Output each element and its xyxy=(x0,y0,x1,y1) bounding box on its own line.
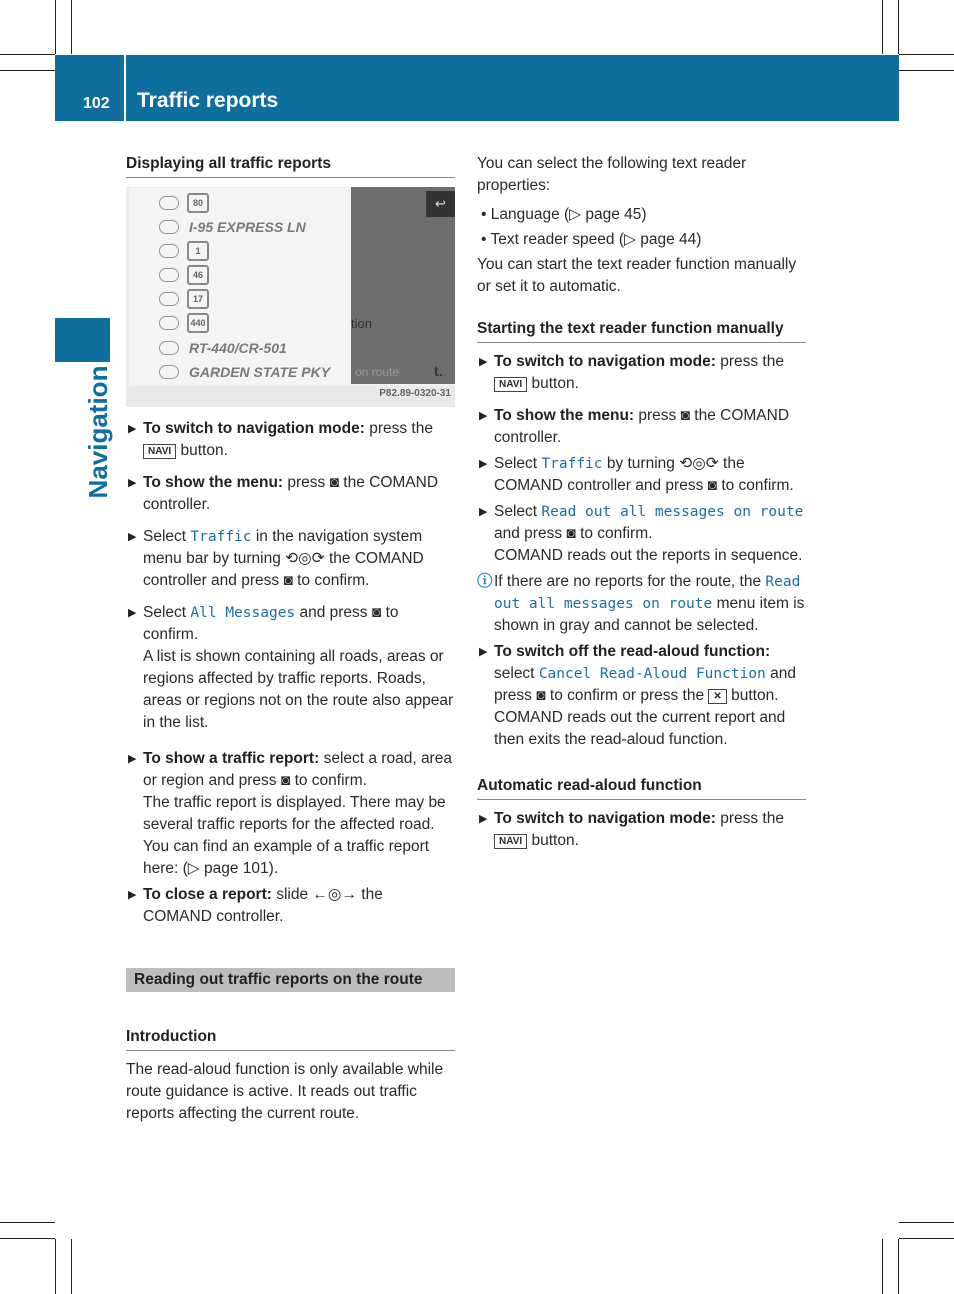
menu-item-traffic: Traffic xyxy=(541,456,603,472)
step-text: to confirm. xyxy=(721,477,794,494)
heading-introduction: Introduction xyxy=(126,1026,455,1051)
side-tab-marker xyxy=(55,318,110,362)
bullet-text: Text reader speed (▷ page 44) xyxy=(490,231,702,248)
intro-text: The read-aloud function is only available while route guidance is active. It reads out traffic reports affecting the current route. xyxy=(126,1061,444,1122)
overlay-text: t. xyxy=(434,363,443,379)
instruction-step xyxy=(477,641,806,751)
step-text: press xyxy=(638,407,677,424)
instruction-step xyxy=(477,501,806,567)
press-knob-icon: ◙ xyxy=(283,572,293,589)
step-text: and press xyxy=(494,525,563,542)
instruction-step xyxy=(126,602,455,734)
section-title-reading-out: Reading out traffic reports on the route xyxy=(126,968,455,992)
instruction-step xyxy=(126,884,455,928)
step-result: A list is shown containing all roads, areas or regions affected by traffic reports. Roads, areas or regions not on the route also appear in the list. xyxy=(143,648,454,731)
crop-mark xyxy=(898,1239,899,1294)
page-number: 102 xyxy=(83,95,110,112)
instruction-step xyxy=(477,351,806,395)
menu-item-read-out-all: Read out all messages on route xyxy=(541,504,804,520)
step-text: in the navigation system menu bar by turning xyxy=(143,528,423,567)
road-name: GARDEN STATE PKY xyxy=(189,364,331,380)
list-item: • Text reader speed (▷ page 44) xyxy=(481,231,702,248)
step-title: To switch off the read-aloud function: xyxy=(494,643,771,660)
step-text: by turning xyxy=(606,455,675,472)
radio-icon xyxy=(159,316,179,330)
navi-key-icon: NAVI xyxy=(494,377,527,392)
crop-mark xyxy=(898,0,899,54)
instruction-step xyxy=(477,808,806,852)
page-title: Traffic reports xyxy=(137,89,279,112)
radio-icon xyxy=(159,244,179,258)
step-text: Select xyxy=(494,455,538,472)
menu-item-traffic: Traffic xyxy=(190,529,252,545)
arrow-bullet-icon: ▶ xyxy=(479,356,488,368)
crop-mark xyxy=(55,0,56,54)
overlay-text: tion xyxy=(351,316,372,331)
step-text: press the xyxy=(369,420,433,437)
section-heading xyxy=(126,153,455,178)
step-title: To show a traffic report: xyxy=(143,750,320,767)
back-icon: ↩ xyxy=(426,191,455,217)
step-text: press the xyxy=(720,810,784,827)
navi-key-icon: NAVI xyxy=(143,444,176,459)
press-knob-icon: ◙ xyxy=(280,772,291,789)
list-item: • Language (▷ page 45) xyxy=(481,206,647,223)
step-text: the COMAND controller. xyxy=(143,474,439,513)
step-text: the COMAND controller. xyxy=(494,407,790,446)
step-text: slide xyxy=(276,886,309,903)
instruction-step xyxy=(477,405,806,449)
radio-icon xyxy=(159,341,179,355)
heading-starting-reader: Starting the text reader function manually xyxy=(477,318,806,343)
crop-mark xyxy=(882,1239,883,1294)
arrow-bullet-icon: ▶ xyxy=(128,531,137,543)
slide-knob-icon: ←◎→ xyxy=(312,886,357,903)
info-note xyxy=(477,571,806,637)
instruction-step xyxy=(126,418,455,462)
menu-item-cancel-read-aloud: Cancel Read-Aloud Function xyxy=(538,666,766,682)
crop-mark xyxy=(71,1239,72,1294)
step-title: To switch to navigation mode: xyxy=(494,810,716,827)
step-result: COMAND reads out the reports in sequence. xyxy=(494,547,803,564)
crop-mark xyxy=(899,54,954,55)
arrow-bullet-icon: ▶ xyxy=(128,889,137,901)
step-title: To switch to navigation mode: xyxy=(143,420,365,437)
highway-shield-icon: 440 xyxy=(187,313,209,333)
road-name: I-95 EXPRESS LN xyxy=(189,219,306,235)
crop-mark xyxy=(0,70,55,71)
instruction-step xyxy=(126,748,455,880)
properties-intro: You can select the following text reader properties: xyxy=(477,155,747,194)
step-text: to confirm. xyxy=(580,525,653,542)
page-header xyxy=(55,55,899,121)
arrow-bullet-icon: ▶ xyxy=(479,458,488,470)
press-knob-icon: ◙ xyxy=(707,477,718,494)
highway-shield-icon: 46 xyxy=(187,265,209,285)
arrow-bullet-icon: ▶ xyxy=(479,813,488,825)
instruction-step xyxy=(477,453,806,497)
turn-knob-icon: ⟲◎⟳ xyxy=(679,455,719,472)
press-knob-icon: ◙ xyxy=(680,407,690,424)
step-title: To close a report: xyxy=(143,886,272,903)
introduction-section xyxy=(126,1026,455,1125)
highway-shield-icon: 17 xyxy=(187,289,209,309)
heading-automatic-read-aloud: Automatic read-aloud function xyxy=(477,775,806,800)
step-text: to confirm or press the xyxy=(549,687,705,704)
step-text: press the xyxy=(720,353,784,370)
radio-icon xyxy=(159,292,179,306)
radio-icon xyxy=(159,196,179,210)
press-knob-icon: ◙ xyxy=(536,687,546,704)
step-text: the COMAND controller. xyxy=(143,886,383,925)
instruction-step xyxy=(126,526,455,592)
road-name: RT-440/CR-501 xyxy=(189,340,287,356)
section-box xyxy=(126,968,455,992)
step-title: To show the menu: xyxy=(143,474,284,491)
step-result: The traffic report is displayed. There may be several traffic reports for the affected road. You can find an example of a traffic report here: (▷ page 101). xyxy=(143,794,446,877)
image-code: P82.89-0320-31 xyxy=(379,388,451,399)
crop-mark xyxy=(55,1239,56,1294)
menu-item-read-out-all: Read out all messages on route xyxy=(494,574,801,612)
step-text: to confirm. xyxy=(294,772,367,789)
crop-mark xyxy=(0,1238,55,1239)
mute-icon: ✕ xyxy=(708,689,726,704)
step-text: button. xyxy=(531,832,579,849)
step-text: button. xyxy=(180,442,228,459)
highway-shield-icon: 1 xyxy=(187,241,209,261)
radio-icon xyxy=(159,365,179,379)
arrow-bullet-icon: ▶ xyxy=(128,753,137,765)
overlay-text: on route xyxy=(355,365,400,379)
arrow-bullet-icon: ▶ xyxy=(479,646,488,658)
step-text: Select xyxy=(143,604,187,621)
step-text: Select xyxy=(494,503,538,520)
highway-shield-icon: 80 xyxy=(187,193,209,213)
step-text: the COMAND controller and press xyxy=(143,550,424,589)
note-text: If there are no reports for the route, the xyxy=(494,573,762,590)
arrow-bullet-icon: ▶ xyxy=(128,477,137,489)
step-text: Select xyxy=(143,528,187,545)
arrow-bullet-icon: ▶ xyxy=(479,410,488,422)
arrow-bullet-icon: ▶ xyxy=(128,423,137,435)
step-text: select a road, area or region and press xyxy=(143,750,452,789)
step-text: select xyxy=(494,665,535,682)
arrow-bullet-icon: ▶ xyxy=(128,607,137,619)
heading-displaying-reports: Displaying all traffic reports xyxy=(126,153,455,178)
step-text: to confirm. xyxy=(143,604,399,643)
menu-item-all-messages: All Messages xyxy=(190,605,296,621)
crop-mark xyxy=(882,0,883,54)
crop-mark xyxy=(899,70,954,71)
paragraph: You can start the text reader function manually or set it to automatic. xyxy=(477,256,797,295)
radio-icon xyxy=(159,220,179,234)
step-text: and press xyxy=(299,604,368,621)
radio-icon xyxy=(159,268,179,282)
bullet-text: Language (▷ page 45) xyxy=(490,206,647,223)
arrow-bullet-icon: ▶ xyxy=(479,506,488,518)
step-title: To show the menu: xyxy=(494,407,635,424)
step-text: button. xyxy=(531,375,579,392)
navi-key-icon: NAVI xyxy=(494,834,527,849)
crop-mark xyxy=(0,54,55,55)
instruction-step xyxy=(126,472,455,516)
step-text: button. xyxy=(731,687,779,704)
step-title: To switch to navigation mode: xyxy=(494,353,716,370)
crop-mark xyxy=(899,1238,954,1239)
info-icon: ⓘ xyxy=(477,573,493,590)
crop-mark xyxy=(0,1222,55,1223)
press-knob-icon: ◙ xyxy=(329,474,339,491)
crop-mark xyxy=(71,0,72,54)
step-text: and press xyxy=(494,665,796,704)
right-column xyxy=(477,153,806,852)
screenshot-traffic-list xyxy=(126,187,455,407)
press-knob-icon: ◙ xyxy=(566,525,576,542)
step-text: press xyxy=(287,474,326,491)
header-divider xyxy=(124,55,126,121)
turn-knob-icon: ⟲◎⟳ xyxy=(285,550,325,567)
crop-mark xyxy=(899,1222,954,1223)
step-text: the COMAND controller and press xyxy=(494,455,745,494)
press-knob-icon: ◙ xyxy=(371,604,382,621)
left-steps xyxy=(126,418,455,928)
side-tab-label: Navigation xyxy=(83,365,113,499)
step-text: to confirm. xyxy=(297,572,370,589)
step-result: COMAND reads out the current report and then exits the read-aloud function. xyxy=(494,709,786,748)
note-text: menu item is shown in gray and cannot be selected. xyxy=(494,595,805,634)
